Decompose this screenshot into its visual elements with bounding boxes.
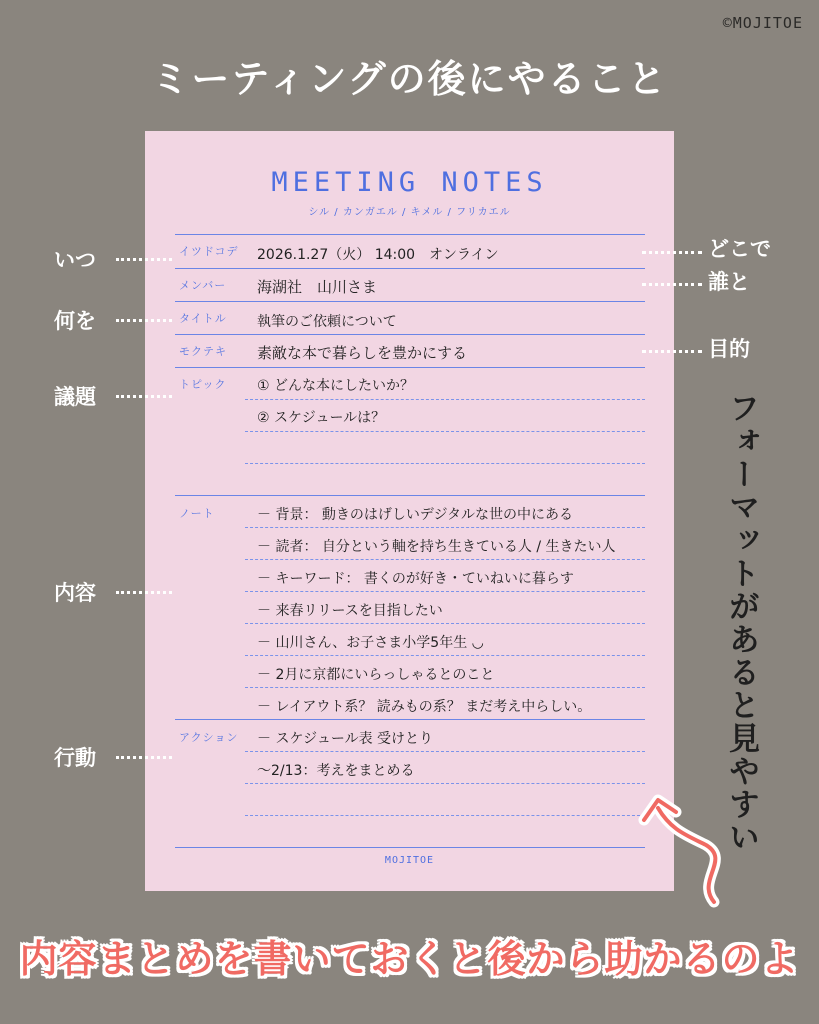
leader-dots [642, 350, 702, 353]
dashed-line [245, 783, 645, 784]
rule-line [175, 301, 645, 302]
rule-line [175, 268, 645, 269]
dashed-line [245, 527, 645, 528]
field-value-mokuteki: 素敵な本で暮らしを豊かにする [257, 344, 468, 362]
field-value-title: 執筆のご依頼について [257, 314, 397, 330]
left-label-when: いつ [54, 248, 96, 272]
field-value-itsudoko: 2026.1.27（火） 14:00 オンライン [257, 247, 499, 263]
paper-subtitle: シル / カンガエル / キメル / フリカエル [308, 207, 511, 218]
left-label-content: 内容 [54, 581, 96, 605]
dashed-line [245, 399, 645, 400]
note-item: － 山川さん、お子さま小学5年生 ◡ [257, 635, 484, 651]
note-item: － 読者： 自分という軸を持ち生きている人 / 生きたい人 [257, 539, 616, 555]
dashed-line [245, 431, 645, 432]
topic-item: ② スケジュールは？ [257, 410, 386, 426]
rule-line [175, 334, 645, 335]
leader-dots [642, 283, 702, 286]
field-label-action: アクション [179, 731, 239, 744]
field-label-itsudoko: イツドコデ [179, 245, 239, 258]
paper-title: MEETING NOTES [271, 167, 548, 198]
vertical-note: フォーマットがあると見やすい [723, 392, 759, 854]
action-item: ～2/13：考えをまとめる [257, 763, 415, 779]
leader-dots [116, 395, 172, 398]
field-value-member: 海湖社 山川さま [257, 278, 378, 296]
field-label-member: メンバー [179, 279, 227, 292]
note-item: － レイアウト系？ 読みもの系？ まだ考え中らしい。 [257, 699, 592, 715]
right-label-where: どこで [708, 237, 771, 261]
dashed-line [245, 687, 645, 688]
dashed-line [245, 655, 645, 656]
note-item: － 背景： 動きのはげしいデジタルな世の中にある [257, 507, 574, 523]
dashed-line [245, 623, 645, 624]
leader-dots [116, 591, 172, 594]
field-label-title: タイトル [179, 312, 227, 325]
field-label-mokuteki: モクテキ [179, 345, 227, 358]
bottom-caption: 内容まとめを書いておくと後から助かるのよ [19, 937, 800, 981]
leader-dots [116, 319, 172, 322]
right-label-who: 誰と [708, 270, 750, 294]
rule-line [175, 367, 645, 368]
paper-footer: MOJITOE [384, 855, 435, 866]
dashed-line [245, 463, 645, 464]
rule-line [175, 847, 645, 848]
dashed-line [245, 591, 645, 592]
curved-arrow-icon [636, 790, 746, 910]
left-label-action: 行動 [54, 746, 96, 770]
rule-line [175, 234, 645, 235]
action-item: － スケジュール表 受けとり [257, 731, 434, 747]
leader-dots [116, 258, 172, 261]
dashed-line [245, 559, 645, 560]
rule-line [175, 719, 645, 720]
leader-dots [642, 251, 702, 254]
meeting-notes-paper [145, 131, 674, 891]
field-label-topic: トピック [179, 378, 227, 391]
field-label-note: ノート [179, 507, 215, 520]
leader-dots [116, 756, 172, 759]
dashed-line [245, 815, 645, 816]
rule-line [175, 495, 645, 496]
note-item: － 来春リリースを目指したい [257, 603, 443, 619]
left-label-agenda: 議題 [54, 385, 96, 409]
dashed-line [245, 751, 645, 752]
page-title: ミーティングの後にやること [151, 57, 668, 101]
note-item: － キーワード： 書くのが好き・ていねいに暮らす [257, 571, 574, 587]
left-label-what: 何を [54, 309, 96, 333]
topic-item: ① どんな本にしたいか？ [257, 378, 415, 394]
right-label-purpose: 目的 [708, 337, 750, 361]
note-item: － 2月に京都にいらっしゃるとのこと [257, 667, 495, 683]
credit-text: ©MOJITOE [722, 14, 803, 32]
